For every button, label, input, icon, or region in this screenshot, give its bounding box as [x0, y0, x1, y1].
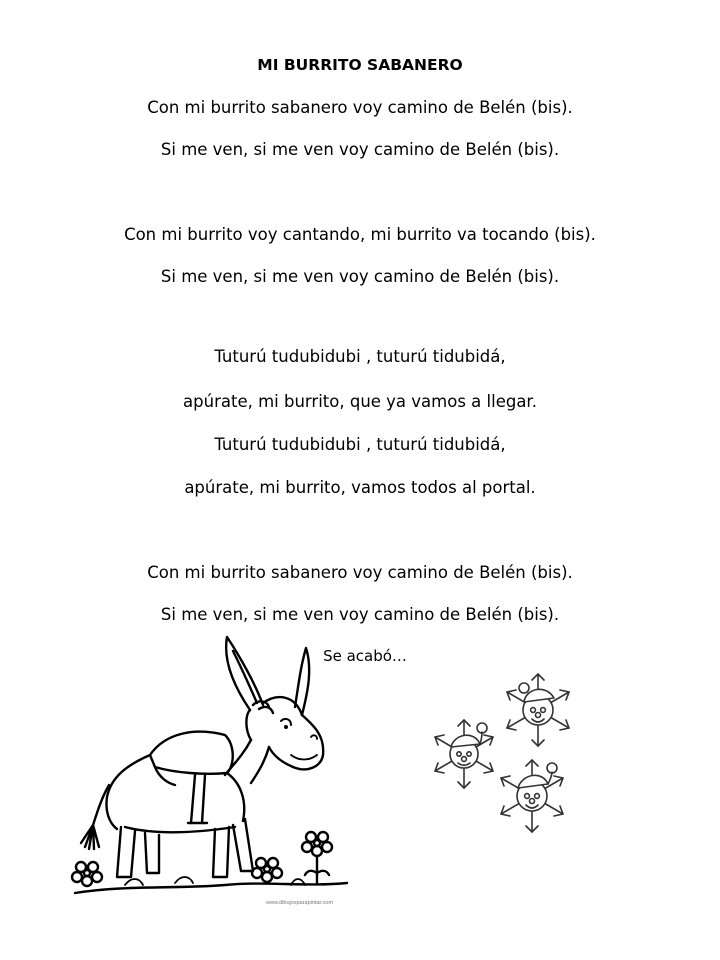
chorus-line-3: Tuturú tudubidubi , tuturú tidubidá, [214, 435, 506, 454]
verse-1-line-1: Con mi burrito sabanero voy camino de Belén (bis). [147, 98, 573, 117]
chorus-line-1: Tuturú tudubidubi , tuturú tidubidá, [214, 347, 506, 366]
verse-2-line-1: Con mi burrito voy cantando, mi burrito va tocando (bis). [124, 225, 596, 244]
verse-3-line-2: Si me ven, si me ven voy camino de Belén (bis). [160, 605, 560, 624]
verse-1-line-2: Si me ven, si me ven voy camino de Belén (bis). [160, 140, 560, 159]
donkey-illustration [55, 615, 355, 905]
image-credit: www.dibujosparapintar.com [266, 900, 333, 906]
song-title: MI BURRITO SABANERO [257, 56, 463, 74]
chorus-line-2: apúrate, mi burrito, que ya vamos a llegar. [183, 392, 537, 411]
ending-line: Se acabó… [323, 647, 407, 665]
chorus-line-4: apúrate, mi burrito, vamos todos al portal. [184, 478, 536, 497]
verse-3-line-1: Con mi burrito sabanero voy camino de Belén (bis). [147, 563, 573, 582]
flower-icon [72, 862, 102, 886]
snowflake-faces-illustration [420, 668, 590, 848]
verse-2-line-2: Si me ven, si me ven voy camino de Belén (bis). [160, 267, 560, 286]
